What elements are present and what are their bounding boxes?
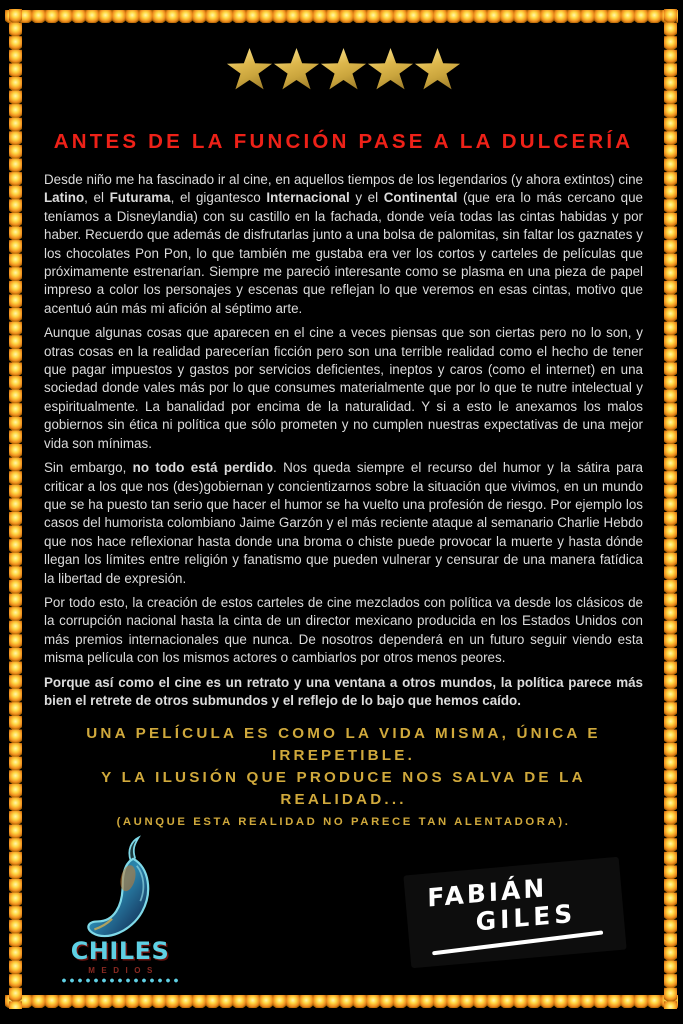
signature-last-name: GILES	[475, 899, 577, 937]
logo-dot-row	[60, 978, 180, 983]
logo-sub-text: MEDIOS	[88, 966, 159, 976]
chile-pepper-icon	[80, 834, 160, 945]
quote-line-2: Y LA ILUSIÓN QUE PRODUCE NOS SALVA DE LA REALIDAD...	[101, 769, 586, 809]
paragraph-4: Por todo esto, la creación de estos carteles de cine mezclados con política va desde los clásicos de la corrupción nacional hasta la cinta de un director mexicano producida en los Estados Unidos con más premios internacionales que nunca. De nosotros dependerá en un futuro seguir viendo esta misma película con los mismos actores o cambiarlos por otros menos peores.	[44, 594, 643, 666]
paragraph-5: Porque así como el cine es un retrato y una ventana a otros mundos, la política parece más bien el retrete de otros submundos y el reflejo de lo bajo que hemos caído.	[44, 674, 643, 708]
star-icon	[414, 48, 461, 93]
paragraph-3: Sin embargo, no todo está perdido. Nos queda siempre el recurso del humor y la sátira para criticar a los que nos (des)gobiernan y concientizarnos sobre la situación que vivimos, en un mundo que se ha puesto tan serio que hacer el humor se ha vuelto una profesión de riesgo. Por ejemplo los casos del humorista colombiano Jaime Garzón y el más reciente ataque al semanario Charlie Hebdo que nos hace reflexionar hasta donde una broma o chiste puede provocar la muerte y hasta dónde llegan los límites entre religión y fanatismo que pueden vulnerar y censurar de una manera fatídica la libertad de expresión.	[44, 460, 643, 586]
footer	[44, 834, 643, 983]
paragraph-2: Aunque algunas cosas que aparecen en el cine a veces piensas que son ciertas pero no lo son, y otras cosas en la realidad parecerían ficción pero son una terrible realidad como el hecho de tener que pagar impuestos y gastos por servicios deficientes, ineptos y caros (como el internet) en una sociedad donde vales más por lo que consumes materialmente que por lo que te nutre intelectual y espiritualmente. La banalidad por encima de la naturalidad. Y si a esto le anexamos los malos gobiernos sin ética ni política que sólo prometen y no cumplen nuestras expectativas de una mejor vida son mínimas.	[44, 325, 643, 451]
quote-line-1: UNA PELÍCULA ES COMO LA VIDA MISMA, ÚNICA E IRREPETIBLE.	[86, 725, 601, 765]
star-icon	[226, 48, 273, 93]
star-icon	[320, 48, 367, 93]
review-body	[44, 171, 643, 710]
headline: ANTES DE LA FUNCIÓN PASE A LA DULCERÍA	[53, 130, 634, 153]
logo-brand-text: CHILES	[70, 937, 170, 966]
quote-line-3: (AUNQUE ESTA REALIDAD NO PARECE TAN ALENTADORA).	[116, 816, 571, 829]
author-signature	[403, 857, 626, 968]
signature-underline	[432, 931, 603, 956]
star-icon	[273, 48, 320, 93]
chiles-medios-logo	[54, 834, 186, 983]
five-star-rating	[44, 48, 643, 94]
signature-first-name: FABIÁN	[427, 873, 548, 913]
paragraph-1: Desde niño me ha fascinado ir al cine, en aquellos tiempos de los legendarios (y ahora extintos) cine Latino, el Futurama, el gigantesco Internacional y el Continental (que era lo más cercano que teníamos a Disneylandia) con su castillo en la fachada, donde veía todas las cintas habidas y por haber. Recuerdo que además de disfrutarlas junto a una bolsa de palomitas, sin faltar los gaznates y los chocolates Pon Pon, lo que también me gustaba era ver los cortos y carteles de películas que próximamente estrenarían. Siempre me pareció interesante como se plasma en una pieza de papel impreso a color los personajes y escenas que reflejan lo que veremos en esas cintas, motivo que acentuó aún más mi afición al séptimo arte.	[44, 172, 643, 316]
closing-quote	[44, 723, 643, 828]
star-icon	[367, 48, 414, 93]
